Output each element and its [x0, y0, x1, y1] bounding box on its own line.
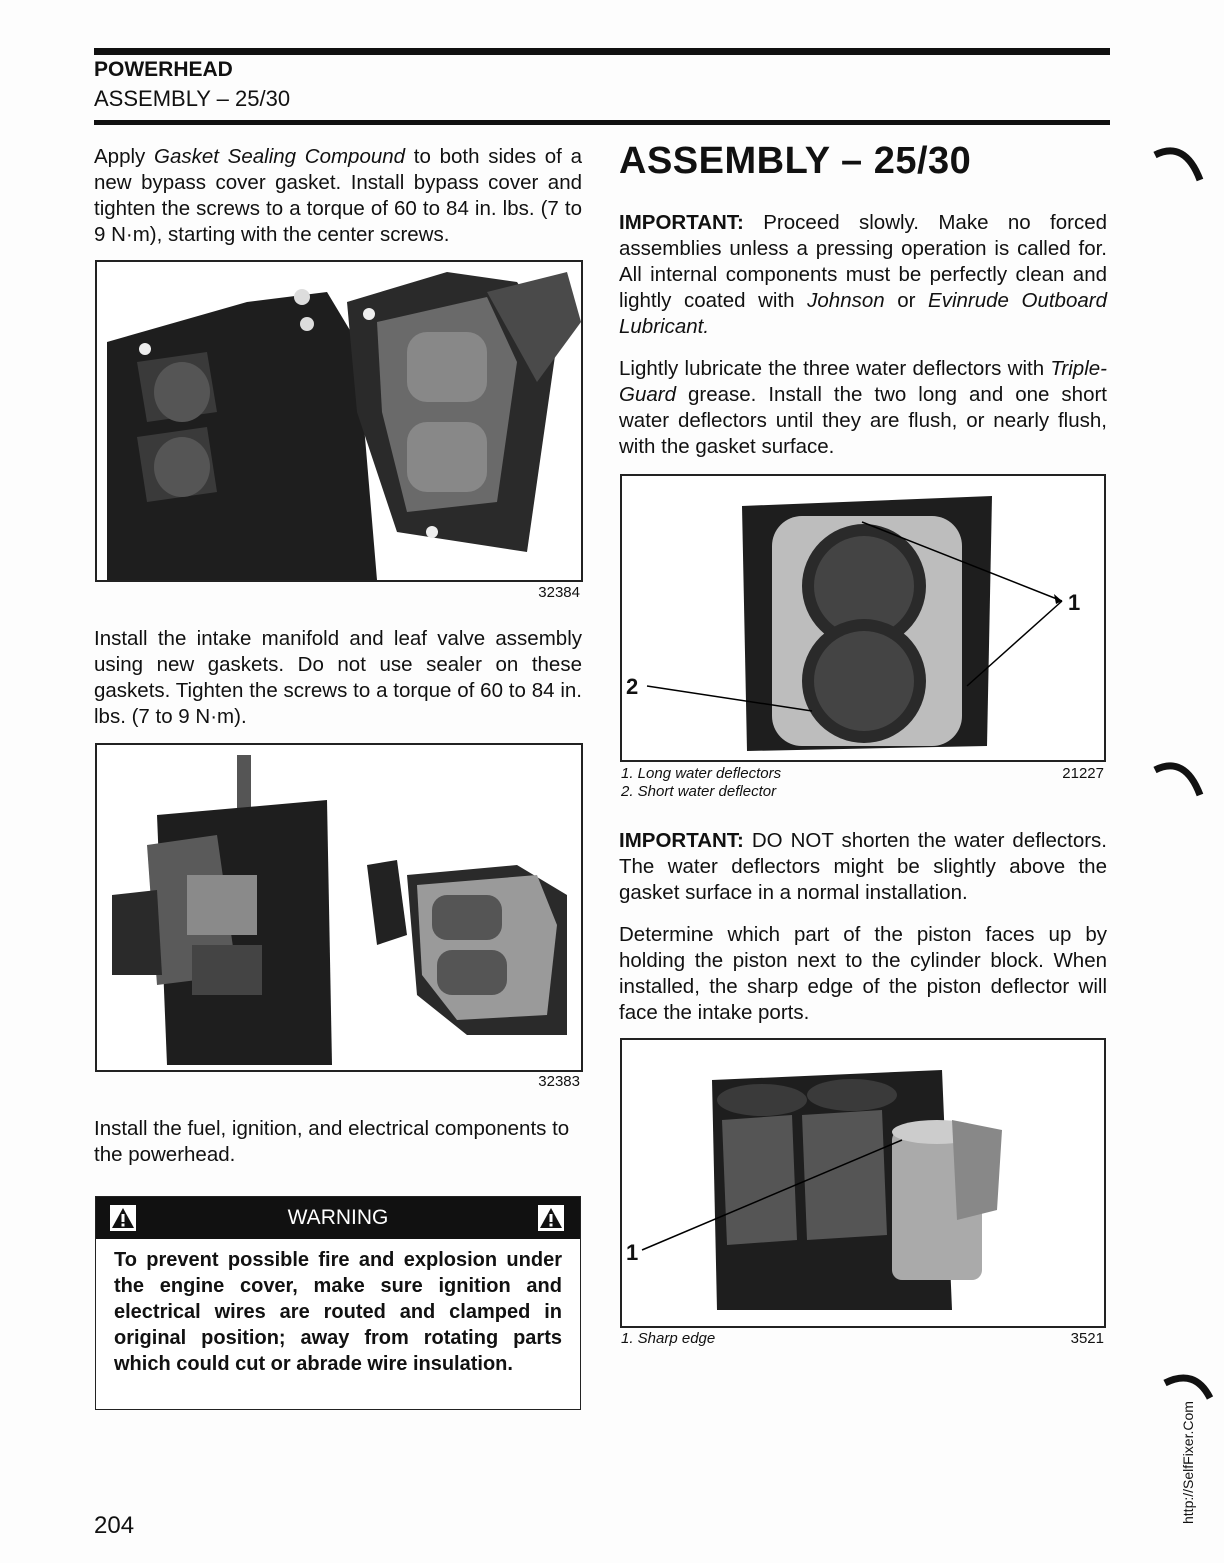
- intake-manifold-photo: [97, 745, 581, 1070]
- callout-1: 1: [626, 1240, 639, 1265]
- paragraph-important-dont-shorten: IMPORTANT: DO NOT shorten the water deflectors. The water deflectors might be slightly above the gasket surface in a normal installation.: [619, 829, 1107, 904]
- piston-block-photo: [622, 1040, 1104, 1326]
- paragraph-bypass-cover: Apply Gasket Sealing Compound to both sides of a new bypass cover gasket. Install bypass cover and tighten the screws to a torque of 60 to 84 in. lbs. (7 to 9 N·m), starting with the center screws.: [94, 145, 582, 246]
- caption-sharp-edge: 1. Sharp edge: [621, 1330, 716, 1347]
- figure-sharp-edge: [620, 1038, 1106, 1328]
- binder-mark-decoration: [1150, 755, 1210, 815]
- figure-water-deflectors: [620, 474, 1106, 762]
- paragraph-intake-manifold: Install the intake manifold and leaf valve assembly using new gaskets. Do not use sealer on these gaskets. Tighten the screws to a torque of 60 to 84 in. lbs. (7 to 9 N·m).: [94, 627, 582, 728]
- figure-number-32383: 32383: [538, 1073, 580, 1090]
- header-bottom-rule: [94, 120, 1110, 125]
- header-top-rule: [94, 48, 1110, 55]
- caption-long-deflectors: 1. Long water deflectors: [621, 765, 782, 782]
- caption-short-deflector: 2. Short water deflector: [621, 783, 777, 800]
- warning-bar: [96, 1197, 580, 1239]
- figure-bypass-cover: [95, 260, 583, 582]
- header-subsection: ASSEMBLY – 25/30: [94, 86, 291, 111]
- binder-mark-decoration: [1160, 1368, 1220, 1408]
- warning-text: To prevent possible fire and explosion under the engine cover, make sure ignition and electrical wires are routed and clamped in original position; away from rotating parts which could cut or abrade wire insulation.: [114, 1249, 562, 1375]
- binder-mark-decoration: [1150, 140, 1210, 200]
- warning-box: [95, 1196, 581, 1410]
- warning-title: WARNING: [287, 1206, 389, 1229]
- callout-1: 1: [1068, 590, 1081, 615]
- figure-intake-manifold: [95, 743, 583, 1072]
- figure-number-3521: 3521: [1070, 1330, 1104, 1347]
- figure-number-32384: 32384: [538, 584, 580, 601]
- engine-block-photo: [97, 262, 581, 580]
- paragraph-important-proceed: IMPORTANT: Proceed slowly. Make no forced assemblies unless a pressing operation is called for. All internal components must be perfectly clean and lightly coated with Johnson or Evinrude Outboard Lubricant.: [619, 211, 1107, 338]
- warning-triangle-icon: [538, 1205, 564, 1231]
- page-title: ASSEMBLY – 25/30: [619, 140, 972, 182]
- paragraph-lubricate: Lightly lubricate the three water deflectors with Triple-Guard grease. Install the two long and one short water deflectors until they are flush, or nearly flush, with the gasket surface.: [619, 357, 1107, 458]
- page-number: 204: [94, 1512, 135, 1539]
- paragraph-components: Install the fuel, ignition, and electrical components to the powerhead.: [94, 1117, 570, 1166]
- figure-number-21227: 21227: [1062, 765, 1104, 782]
- callout-2: 2: [626, 674, 639, 699]
- side-watermark-url: http://SelfFixer.Com: [1180, 1401, 1196, 1524]
- header-section: POWERHEAD: [94, 58, 233, 81]
- cylinder-block-photo: [622, 476, 1104, 760]
- paragraph-piston-orientation: Determine which part of the piston faces up by holding the piston next to the cylinder block. When installed, the sharp edge of the piston deflector will face the intake ports.: [619, 923, 1107, 1024]
